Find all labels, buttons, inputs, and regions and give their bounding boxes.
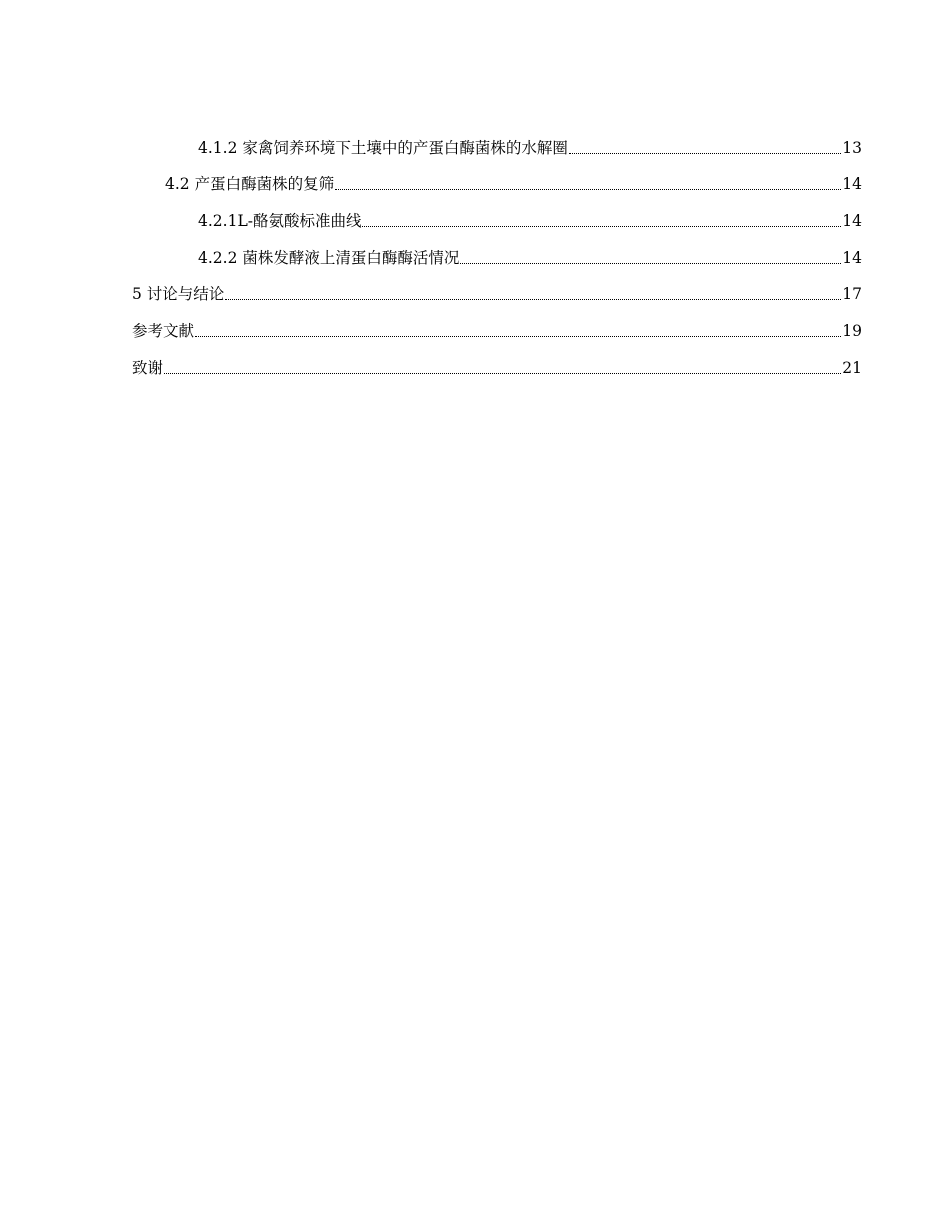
toc-entry-title: 4.2 产蛋白酶菌株的复筛 [165,175,335,194]
toc-entry-title: 致谢 [132,358,164,377]
toc-entry[interactable] [0,311,950,348]
toc-dot-leader [225,299,841,300]
toc-dot-leader [335,189,841,190]
toc-entry[interactable] [0,238,950,275]
toc-entry-title: 4.2.2 菌株发酵液上清蛋白酶酶活情况 [198,248,460,267]
toc-entry-page: 21 [842,358,862,377]
toc-entry[interactable] [0,348,950,385]
toc-entry-page: 19 [842,322,862,341]
table-of-contents [0,128,950,385]
toc-dot-leader [460,263,841,264]
toc-entry-title: 参考文献 [132,322,195,341]
toc-dot-leader [164,373,841,374]
toc-entry[interactable] [0,128,950,165]
toc-entry-title: 4.2.1L-酪氨酸标准曲线 [198,212,362,231]
toc-entry-page: 14 [842,175,862,194]
toc-entry-page: 17 [842,285,862,304]
toc-entry-title: 5 讨论与结论 [132,285,225,304]
toc-entry[interactable] [0,165,950,202]
toc-entry-title: 4.1.2 家禽饲养环境下土壤中的产蛋白酶菌株的水解圈 [198,138,568,157]
toc-dot-leader [195,336,841,337]
toc-entry-page: 14 [842,212,862,231]
toc-entry[interactable] [0,275,950,312]
toc-dot-leader [362,226,841,227]
toc-dot-leader [569,153,841,154]
toc-entry[interactable] [0,201,950,238]
toc-entry-page: 13 [842,138,862,157]
toc-entry-page: 14 [842,248,862,267]
